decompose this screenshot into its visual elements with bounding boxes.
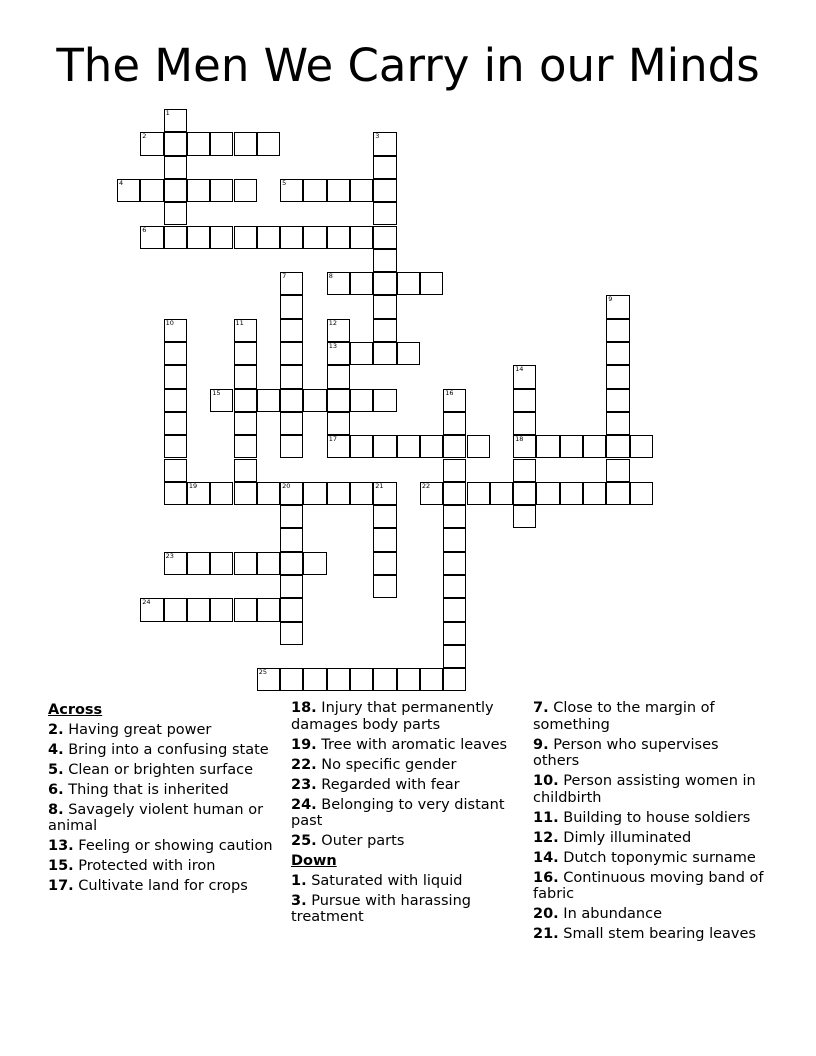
clue-item-text: Person who supervises others [533, 736, 719, 769]
clue-number: 2 [142, 132, 147, 141]
grid-cell[interactable] [327, 272, 350, 295]
grid-cell[interactable] [373, 179, 396, 202]
grid-cell[interactable] [140, 179, 163, 202]
grid-cell[interactable] [257, 552, 280, 575]
grid-cell[interactable] [187, 598, 210, 621]
grid-cell[interactable] [280, 226, 303, 249]
clue-item-number: 22. [291, 756, 317, 773]
grid-cell[interactable] [164, 552, 187, 575]
grid-cell[interactable] [397, 435, 420, 458]
grid-cell[interactable] [373, 249, 396, 272]
grid-cell[interactable] [327, 319, 350, 342]
clue-item [48, 858, 278, 875]
grid-cell[interactable] [164, 435, 187, 458]
grid-cell[interactable] [327, 179, 350, 202]
grid-cell[interactable] [164, 132, 187, 155]
grid-cell[interactable] [443, 575, 466, 598]
grid-cell[interactable] [140, 132, 163, 155]
clue-item [48, 782, 278, 799]
clue-number: 18 [515, 435, 524, 444]
clue-item-text: Belonging to very distant past [291, 796, 505, 829]
grid-cell[interactable] [164, 319, 187, 342]
clue-column-1 [48, 700, 278, 898]
grid-cell[interactable] [210, 226, 233, 249]
clue-item-number: 12. [533, 829, 559, 846]
grid-cell[interactable] [443, 459, 466, 482]
clue-item-number: 15. [48, 858, 74, 874]
grid-cell[interactable] [443, 389, 466, 412]
clue-item-text: Feeling or showing caution [78, 838, 273, 854]
clue-item [291, 873, 523, 890]
grid-cell[interactable] [513, 389, 536, 412]
grid-cell[interactable] [257, 482, 280, 505]
grid-cell[interactable] [513, 505, 536, 528]
clue-item-number: 13. [48, 838, 74, 854]
clue-item-text: Dutch toponymic surname [563, 849, 756, 866]
grid-cell[interactable] [257, 668, 280, 691]
grid-cell[interactable] [397, 272, 420, 295]
grid-cell[interactable] [536, 482, 559, 505]
clue-item-number: 6. [48, 781, 64, 798]
clue-item-text: Saturated with liquid [311, 872, 463, 889]
clue-number: 20 [282, 481, 291, 490]
grid-cell[interactable] [280, 505, 303, 528]
grid-cell[interactable] [420, 272, 443, 295]
grid-cell[interactable] [210, 389, 233, 412]
grid-cell[interactable] [234, 132, 257, 155]
grid-cell[interactable] [187, 226, 210, 249]
grid-cell[interactable] [280, 389, 303, 412]
grid-cell[interactable] [327, 435, 350, 458]
clue-item [291, 797, 523, 830]
clue-number: 8 [328, 272, 333, 281]
grid-cell[interactable] [467, 435, 490, 458]
clue-item-text: Outer parts [321, 833, 405, 849]
clue-item [533, 700, 768, 733]
clue-item-number: 7. [533, 700, 549, 716]
grid-cell[interactable] [257, 598, 280, 621]
grid-cell[interactable] [234, 459, 257, 482]
clue-number: 9 [608, 295, 613, 304]
clue-item [48, 878, 278, 895]
clue-item [533, 830, 768, 847]
clue-item-number: 10. [533, 773, 559, 789]
clue-item [533, 850, 768, 867]
clue-item-number: 9. [533, 736, 549, 753]
grid-cell[interactable] [606, 482, 629, 505]
grid-cell[interactable] [280, 482, 303, 505]
clue-item [533, 870, 768, 903]
grid-cell[interactable] [350, 482, 373, 505]
grid-cell[interactable] [257, 389, 280, 412]
grid-cell[interactable] [373, 552, 396, 575]
grid-cell[interactable] [350, 226, 373, 249]
clue-item [291, 833, 523, 850]
clue-item [291, 777, 523, 794]
clue-item-text: Having great power [68, 721, 212, 738]
clue-number: 24 [142, 598, 151, 607]
grid-cell[interactable] [164, 389, 187, 412]
grid-cell[interactable] [373, 342, 396, 365]
grid-cell[interactable] [164, 598, 187, 621]
clue-item-number: 14. [533, 849, 559, 866]
grid-cell[interactable] [280, 435, 303, 458]
grid-cell[interactable] [350, 272, 373, 295]
grid-cell[interactable] [420, 482, 443, 505]
grid-cell[interactable] [164, 365, 187, 388]
clue-item-text: No specific gender [321, 756, 457, 773]
clue-item-number: 5. [48, 761, 64, 778]
grid-cell[interactable] [280, 668, 303, 691]
grid-cell[interactable] [443, 505, 466, 528]
grid-cell[interactable] [117, 179, 140, 202]
grid-cell[interactable] [443, 622, 466, 645]
grid-cell[interactable] [164, 109, 187, 132]
clue-number: 11 [235, 318, 244, 327]
grid-cell[interactable] [327, 342, 350, 365]
clue-item-text: Injury that permanently damages body parts [291, 700, 494, 733]
clue-item-number: 2. [48, 721, 64, 738]
clue-item-text: In abundance [563, 906, 663, 922]
grid-cell[interactable] [513, 435, 536, 458]
grid-cell[interactable] [303, 552, 326, 575]
grid-cell[interactable] [234, 598, 257, 621]
grid-cell[interactable] [327, 365, 350, 388]
grid-cell[interactable] [443, 598, 466, 621]
grid-cell[interactable] [234, 412, 257, 435]
grid-cell[interactable] [583, 435, 606, 458]
grid-cell[interactable] [350, 435, 373, 458]
crossword-grid[interactable] [117, 109, 653, 693]
grid-cell[interactable] [187, 179, 210, 202]
grid-cell[interactable] [234, 552, 257, 575]
clue-item [48, 722, 278, 739]
grid-cell[interactable] [187, 482, 210, 505]
clue-number: 14 [515, 365, 524, 374]
grid-cell[interactable] [234, 319, 257, 342]
grid-cell[interactable] [140, 598, 163, 621]
grid-cell[interactable] [606, 319, 629, 342]
clue-item [533, 810, 768, 827]
clue-item-text: Cultivate land for crops [78, 878, 248, 894]
grid-cell[interactable] [164, 412, 187, 435]
grid-cell[interactable] [490, 482, 513, 505]
clue-section-heading: Down [291, 853, 337, 869]
grid-cell[interactable] [303, 226, 326, 249]
clue-number: 25 [258, 668, 268, 677]
grid-cell[interactable] [234, 365, 257, 388]
grid-cell[interactable] [443, 668, 466, 691]
clue-item-text: Regarded with fear [321, 776, 460, 793]
grid-cell[interactable] [606, 342, 629, 365]
grid-cell[interactable] [234, 435, 257, 458]
clue-number: 7 [282, 272, 287, 281]
grid-cell[interactable] [373, 575, 396, 598]
grid-cell[interactable] [513, 482, 536, 505]
grid-cell[interactable] [373, 389, 396, 412]
grid-cell[interactable] [327, 412, 350, 435]
grid-cell[interactable] [327, 226, 350, 249]
clue-column-3 [533, 700, 768, 946]
grid-cell[interactable] [164, 202, 187, 225]
clue-item [291, 737, 523, 754]
puzzle-title: The Men We Carry in our Minds [56, 39, 760, 92]
grid-cell[interactable] [373, 132, 396, 155]
clue-number: 12 [328, 318, 337, 327]
grid-cell[interactable] [373, 295, 396, 318]
clue-number: 17 [328, 435, 337, 444]
clue-item-number: 11. [533, 809, 559, 826]
grid-cell[interactable] [303, 179, 326, 202]
grid-cell[interactable] [583, 482, 606, 505]
grid-cell[interactable] [606, 365, 629, 388]
clue-item [533, 773, 768, 806]
clue-number: 13 [328, 342, 337, 350]
clue-number: 4 [119, 178, 124, 187]
grid-cell[interactable] [513, 459, 536, 482]
grid-cell[interactable] [373, 482, 396, 505]
clue-number: 16 [445, 388, 454, 397]
clue-item-text: Bring into a confusing state [68, 741, 269, 758]
clue-item-number: 1. [291, 872, 307, 889]
grid-cell[interactable] [164, 482, 187, 505]
grid-cell[interactable] [164, 226, 187, 249]
grid-cell[interactable] [210, 482, 233, 505]
clue-item [533, 926, 768, 943]
clue-item-number: 25. [291, 833, 317, 849]
grid-cell[interactable] [373, 528, 396, 551]
grid-cell[interactable] [536, 435, 559, 458]
grid-cell[interactable] [373, 226, 396, 249]
clue-item [291, 893, 523, 926]
clue-item-text: Clean or brighten surface [68, 761, 254, 778]
grid-cell[interactable] [443, 435, 466, 458]
grid-cell[interactable] [606, 389, 629, 412]
grid-cell[interactable] [513, 365, 536, 388]
grid-cell[interactable] [210, 179, 233, 202]
clue-item [291, 757, 523, 774]
grid-cell[interactable] [280, 179, 303, 202]
grid-cell[interactable] [350, 668, 373, 691]
grid-cell[interactable] [210, 598, 233, 621]
clue-item-number: 23. [291, 776, 317, 793]
clue-item-text: Protected with iron [78, 858, 216, 874]
grid-cell[interactable] [140, 226, 163, 249]
grid-cell[interactable] [164, 459, 187, 482]
grid-cell[interactable] [234, 482, 257, 505]
grid-cell[interactable] [373, 156, 396, 179]
clue-item-text: Pursue with harassing treatment [291, 892, 471, 925]
grid-cell[interactable] [373, 505, 396, 528]
grid-cell[interactable] [187, 132, 210, 155]
grid-cell[interactable] [397, 668, 420, 691]
grid-cell[interactable] [606, 459, 629, 482]
grid-cell[interactable] [280, 528, 303, 551]
grid-cell[interactable] [257, 132, 280, 155]
grid-cell[interactable] [443, 528, 466, 551]
grid-cell[interactable] [420, 435, 443, 458]
clue-item-number: 4. [48, 741, 64, 758]
grid-cell[interactable] [280, 342, 303, 365]
clue-item-number: 21. [533, 926, 559, 942]
clue-item-text: Building to house soldiers [563, 809, 751, 826]
clue-item [48, 762, 278, 779]
grid-cell[interactable] [373, 435, 396, 458]
grid-cell[interactable] [234, 342, 257, 365]
grid-cell[interactable] [164, 156, 187, 179]
grid-cell[interactable] [350, 389, 373, 412]
grid-cell[interactable] [280, 598, 303, 621]
clue-item [291, 700, 523, 733]
grid-cell[interactable] [350, 342, 373, 365]
grid-cell[interactable] [234, 389, 257, 412]
clue-item [48, 838, 278, 855]
clue-item-number: 18. [291, 700, 317, 716]
clue-item-number: 17. [48, 878, 74, 894]
grid-cell[interactable] [280, 319, 303, 342]
grid-cell[interactable] [443, 552, 466, 575]
grid-cell[interactable] [397, 342, 420, 365]
clue-number: 23 [165, 551, 174, 560]
clue-item-text: Continuous moving band of fabric [533, 869, 764, 902]
clue-item [48, 802, 278, 835]
grid-cell[interactable] [373, 202, 396, 225]
clue-item-text: Close to the margin of something [533, 700, 715, 733]
grid-cell[interactable] [257, 226, 280, 249]
grid-cell[interactable] [373, 319, 396, 342]
grid-cell[interactable] [560, 482, 583, 505]
grid-cell[interactable] [327, 668, 350, 691]
grid-cell[interactable] [210, 552, 233, 575]
grid-cell[interactable] [280, 552, 303, 575]
clue-item-number: 8. [48, 801, 64, 818]
grid-cell[interactable] [210, 132, 233, 155]
clue-item-number: 24. [291, 796, 317, 813]
grid-cell[interactable] [280, 365, 303, 388]
clue-item-text: Dimly illuminated [563, 829, 692, 846]
grid-cell[interactable] [164, 179, 187, 202]
clue-number: 21 [375, 481, 384, 490]
grid-cell[interactable] [280, 295, 303, 318]
grid-cell[interactable] [606, 412, 629, 435]
grid-cell[interactable] [327, 389, 350, 412]
grid-cell[interactable] [373, 272, 396, 295]
grid-cell[interactable] [606, 435, 629, 458]
grid-cell[interactable] [280, 622, 303, 645]
clue-item-text: Small stem bearing leaves [563, 926, 756, 942]
clue-column-2 [291, 700, 523, 929]
grid-cell[interactable] [234, 226, 257, 249]
grid-cell[interactable] [630, 435, 653, 458]
grid-cell[interactable] [280, 412, 303, 435]
grid-cell[interactable] [327, 482, 350, 505]
clue-item-text: Savagely violent human or animal [48, 801, 264, 834]
clue-item-text: Thing that is inherited [68, 781, 229, 798]
clue-number: 6 [142, 225, 147, 234]
clue-number: 15 [212, 388, 221, 397]
clue-item [533, 906, 768, 923]
grid-cell[interactable] [187, 552, 210, 575]
grid-cell[interactable] [280, 575, 303, 598]
grid-cell[interactable] [420, 668, 443, 691]
clue-number: 10 [165, 318, 174, 327]
grid-cell[interactable] [303, 668, 326, 691]
grid-cell[interactable] [513, 412, 536, 435]
grid-cell[interactable] [560, 435, 583, 458]
clue-item-number: 3. [291, 892, 307, 909]
clue-number: 5 [282, 178, 287, 187]
clue-item [533, 737, 768, 770]
grid-cell[interactable] [164, 342, 187, 365]
clue-item-number: 16. [533, 869, 559, 886]
grid-cell[interactable] [234, 179, 257, 202]
grid-cell[interactable] [303, 389, 326, 412]
grid-cell[interactable] [443, 482, 466, 505]
grid-cell[interactable] [443, 645, 466, 668]
clue-item [48, 742, 278, 759]
clue-section-heading: Across [48, 702, 103, 718]
clue-number: 22 [421, 481, 431, 490]
clue-item-text: Tree with aromatic leaves [321, 736, 508, 753]
clue-item-number: 20. [533, 906, 559, 922]
grid-cell[interactable] [630, 482, 653, 505]
grid-cell[interactable] [280, 272, 303, 295]
grid-cell[interactable] [443, 412, 466, 435]
grid-cell[interactable] [467, 482, 490, 505]
clue-number: 1 [165, 109, 170, 117]
grid-cell[interactable] [350, 179, 373, 202]
clue-item-number: 19. [291, 736, 317, 753]
grid-cell[interactable] [606, 295, 629, 318]
clue-number: 19 [188, 481, 198, 490]
grid-cell[interactable] [303, 482, 326, 505]
grid-cell[interactable] [373, 668, 396, 691]
clue-item-text: Person assisting women in childbirth [533, 773, 756, 806]
clue-number: 3 [375, 132, 380, 141]
